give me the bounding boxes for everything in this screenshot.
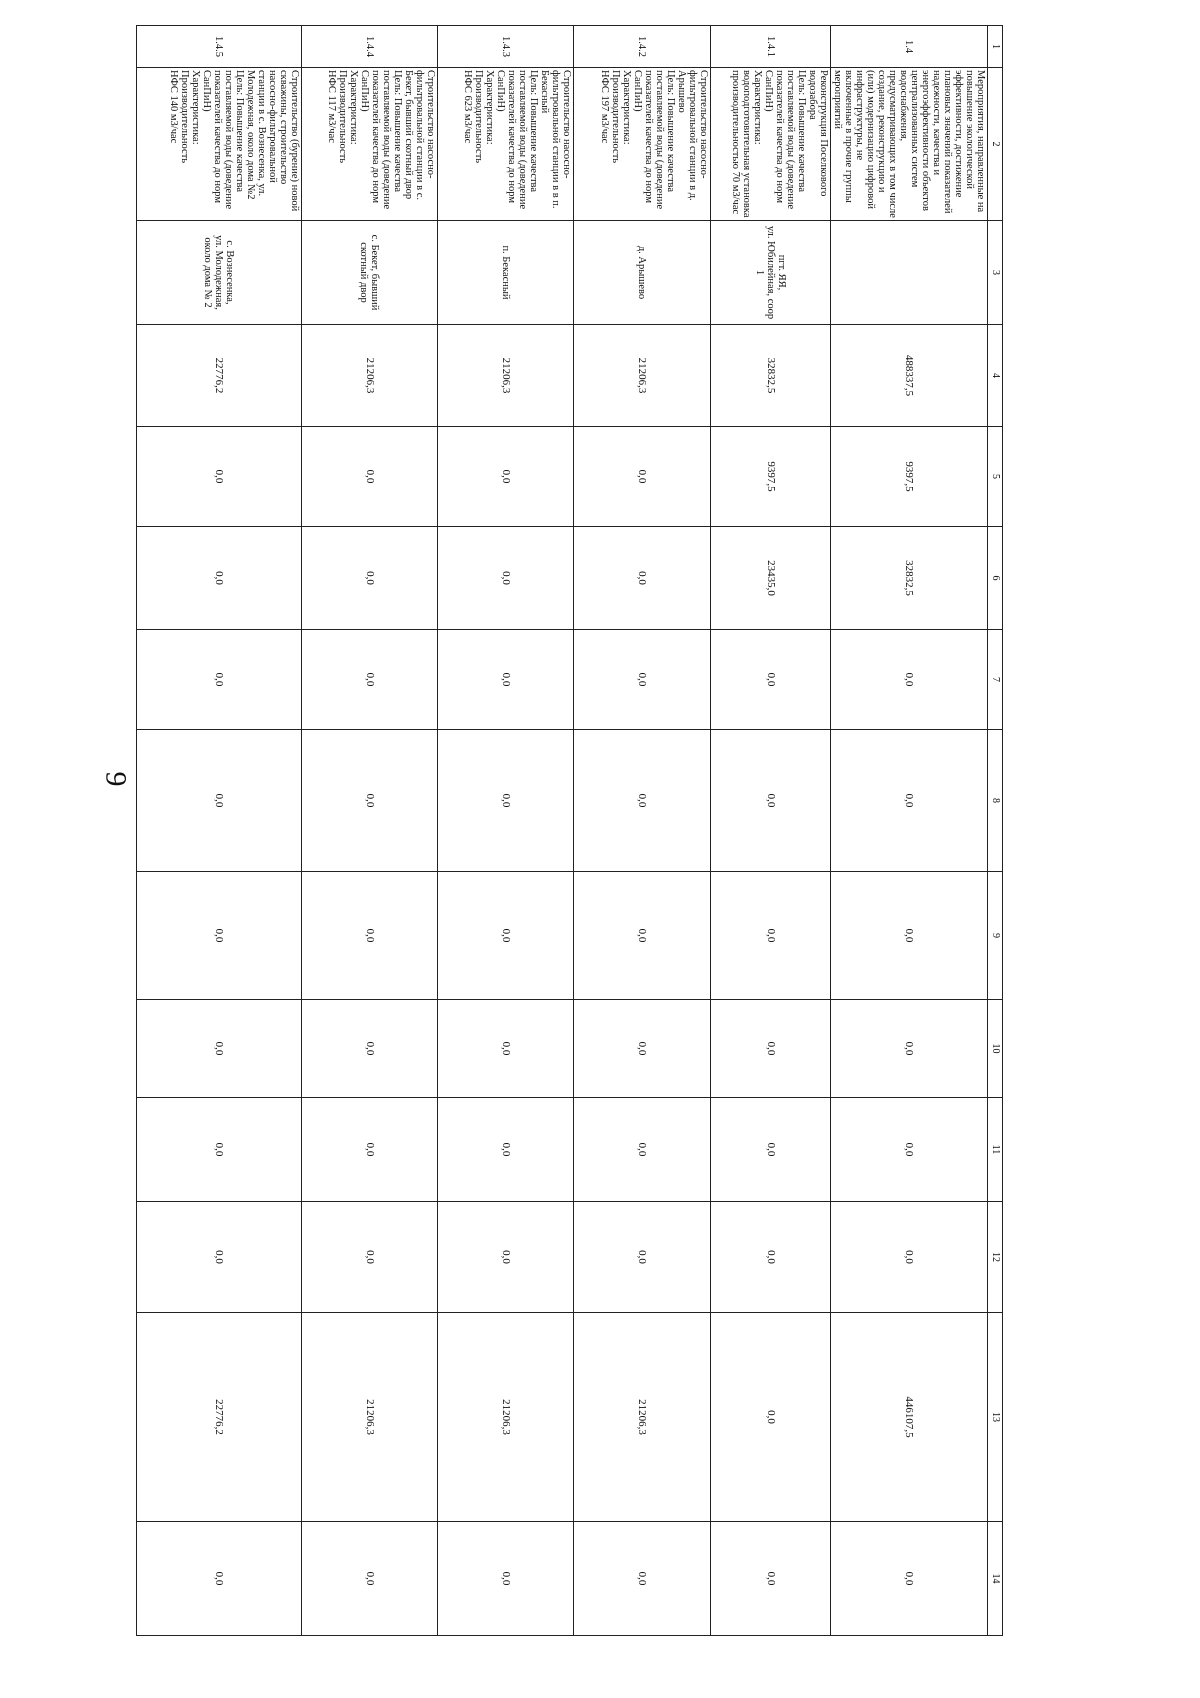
value-cell: 0,0 [438,1098,574,1202]
value-cell: 21206,3 [574,1313,711,1522]
row-id: 1.4.5 [137,26,302,68]
value-cell: 0,0 [302,427,438,527]
value-cell: 0,0 [438,630,574,730]
value-cell: 0,0 [137,427,302,527]
value-cell: 21206,3 [302,325,438,427]
value-cell: 32832,5 [831,527,988,630]
value-cell: 0,0 [438,730,574,872]
value-cell: 0,0 [438,1202,574,1313]
rotated-table-wrapper [168,25,1003,1635]
value-cell: 9397,5 [831,427,988,527]
value-cell: 0,0 [711,730,831,872]
value-cell: 32832,5 [711,325,831,427]
row-id: 1.4 [831,26,988,68]
column-number: 2 [988,68,1003,221]
value-cell: 21206,3 [574,325,711,427]
value-cell: 22776,2 [137,1313,302,1522]
page-number: 9 [99,771,133,787]
row-location: с. Вознесенка, ул. Молодежная, около дома № 2 [137,221,302,325]
table-row [574,26,711,1636]
value-cell: 0,0 [574,872,711,1000]
value-cell: 0,0 [831,1098,988,1202]
value-cell: 0,0 [574,527,711,630]
column-number: 5 [988,427,1003,527]
value-cell: 0,0 [711,630,831,730]
column-number: 7 [988,630,1003,730]
value-cell: 446107,5 [831,1313,988,1522]
row-id: 1.4.1 [711,26,831,68]
value-cell: 0,0 [302,630,438,730]
value-cell: 0,0 [574,730,711,872]
value-cell: 0,0 [711,872,831,1000]
column-number: 10 [988,1000,1003,1098]
row-description: Строительство насосно-фильтровальной станции в д. Арышево Цель: Повышение качества поставляемой воды (доведение показателей качества до норм СанПиН) Характеристика: Производительность НФС 197 м3/час [574,68,711,221]
investment-table [136,25,1003,1636]
value-cell: 0,0 [831,1522,988,1636]
row-description: Реконструкция Поселкового водозабора Цель: Повышение качества поставляемой воды (доведение показателей качества до норм СанПиН) Характеристика: водоподготовительная установка производительностью 70 м3/час [711,68,831,221]
table-row [711,26,831,1636]
value-cell: 0,0 [137,1522,302,1636]
value-cell: 0,0 [137,1202,302,1313]
value-cell: 0,0 [831,1202,988,1313]
value-cell: 0,0 [831,1000,988,1098]
column-number: 1 [988,26,1003,68]
table-row [438,26,574,1636]
value-cell: 0,0 [574,1202,711,1313]
value-cell: 0,0 [574,630,711,730]
value-cell: 0,0 [438,527,574,630]
header-row [988,26,1003,1636]
row-id: 1.4.3 [438,26,574,68]
table-row [302,26,438,1636]
value-cell: 0,0 [137,730,302,872]
value-cell: 0,0 [137,630,302,730]
value-cell: 0,0 [831,872,988,1000]
column-number: 9 [988,872,1003,1000]
row-location: пгт. ЯЯ, ул. Юбилейная, соор 1 [711,221,831,325]
value-cell: 0,0 [574,1000,711,1098]
row-location: д. Арышево [574,221,711,325]
value-cell: 0,0 [711,1202,831,1313]
row-description: Строительство насосно-фильтровальной станции в с. Бекет, бывший скотный двор Цель: Повышение качества поставляемой воды (доведение показателей качества до норм СанПиН) Характеристика: Производительность НФС 117 м3/час [302,68,438,221]
column-number: 8 [988,730,1003,872]
column-number: 12 [988,1202,1003,1313]
value-cell: 0,0 [438,427,574,527]
value-cell: 0,0 [302,1202,438,1313]
value-cell: 488337,5 [831,325,988,427]
column-number: 11 [988,1098,1003,1202]
value-cell: 21206,3 [302,1313,438,1522]
value-cell: 0,0 [438,872,574,1000]
value-cell: 0,0 [711,1313,831,1522]
value-cell: 23435,0 [711,527,831,630]
value-cell: 21206,3 [438,325,574,427]
row-description: Строительство насосно-фильтровальной станции в в п. Бекасный Цель: Повышение качества поставляемой воды (доведение показателей качества до норм СанПиН) Характеристика: Производительность НФС 623 м3/час [438,68,574,221]
row-description: Строительство (бурение) новой скважины, строительство насосно-фильтровальной станции в с. Вознесенка, ул. Молодежная, около дома №2 Цель: Повышение качества поставляемой воды (доведение показателей качества до норм СанПиН) Характеристика: Производительность НФС 140 м3/час [137,68,302,221]
value-cell: 0,0 [574,1098,711,1202]
table-row [137,26,302,1636]
value-cell: 0,0 [137,527,302,630]
value-cell: 0,0 [438,1522,574,1636]
row-location: п. Бекасный [438,221,574,325]
column-number: 13 [988,1313,1003,1522]
value-cell: 0,0 [302,1522,438,1636]
rotated-table-container [168,25,1003,1635]
value-cell: 0,0 [137,872,302,1000]
value-cell: 0,0 [302,730,438,872]
value-cell: 0,0 [711,1000,831,1098]
table-row [831,26,988,1636]
value-cell: 0,0 [302,527,438,630]
row-location: с. Бекет, бывший скотный двор [302,221,438,325]
row-description: Мероприятия, направленные на повышение экологической эффективности, достижение плановых значений показателей надежности, качества и энергоэффективности объектов централизованных систем водоснабжения, предусматривающих в том числе создание, реконструкцию и (или) модернизацию цифровой инфраструктуры, не включенные в прочие группы мероприятий [831,68,988,221]
value-cell: 9397,5 [711,427,831,527]
row-id: 1.4.4 [302,26,438,68]
column-number: 3 [988,221,1003,325]
column-number: 14 [988,1522,1003,1636]
column-number: 4 [988,325,1003,427]
value-cell: 0,0 [831,630,988,730]
value-cell: 0,0 [438,1000,574,1098]
column-number: 6 [988,527,1003,630]
value-cell: 0,0 [302,1098,438,1202]
value-cell: 21206,3 [438,1313,574,1522]
value-cell: 0,0 [574,1522,711,1636]
value-cell: 0,0 [302,872,438,1000]
value-cell: 0,0 [574,427,711,527]
value-cell: 0,0 [137,1000,302,1098]
value-cell: 0,0 [711,1522,831,1636]
row-location [831,221,988,325]
row-id: 1.4.2 [574,26,711,68]
value-cell: 0,0 [302,1000,438,1098]
value-cell: 0,0 [831,730,988,872]
value-cell: 0,0 [137,1098,302,1202]
value-cell: 0,0 [711,1098,831,1202]
value-cell: 22776,2 [137,325,302,427]
